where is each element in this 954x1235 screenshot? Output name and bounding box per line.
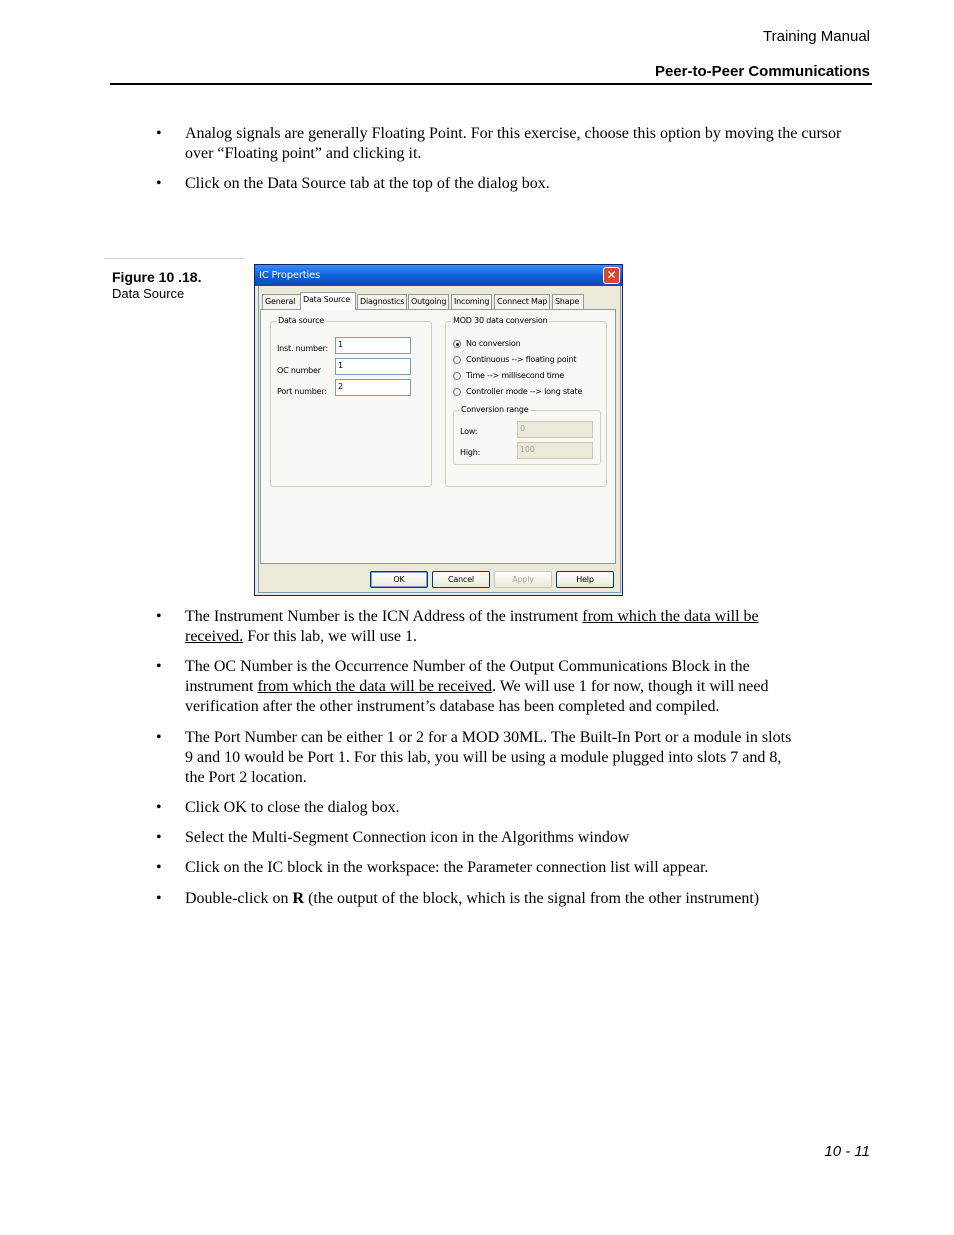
bullet-marker: • — [156, 890, 162, 907]
header-rule — [110, 83, 872, 85]
running-header-section: Peer-to-Peer Communications — [654, 63, 870, 80]
conversion-range-legend: Conversion range — [461, 405, 529, 414]
no-conversion-radio[interactable] — [453, 340, 461, 348]
no-conversion-label[interactable]: No conversion — [466, 339, 521, 348]
tab-data-source[interactable]: Data Source — [300, 292, 356, 310]
figure-rule — [104, 258, 244, 259]
close-icon[interactable]: ✕ — [603, 267, 620, 284]
bullet-text-part: The Port Number can be either 1 or 2 for a MOD 30ML. The Built-In Port or a module in slots — [185, 729, 792, 746]
bullet-marker: • — [156, 799, 162, 816]
ok-button[interactable]: OK — [370, 571, 428, 588]
conversion-legend: MOD 30 data conversion — [453, 316, 548, 325]
inst-number-input[interactable]: 1 — [335, 337, 411, 354]
high-label: High: — [460, 448, 481, 457]
bullet-text: Click on the Data Source tab at the top of the dialog box. — [185, 175, 550, 192]
bullet-marker: • — [156, 829, 162, 846]
help-button[interactable]: Help — [556, 571, 614, 588]
low-label: Low: — [460, 427, 478, 436]
bullet-text-part: The OC Number is the Occurrence Number of the Output Communications Block in the — [185, 658, 750, 675]
time-label[interactable]: Time --> millisecond time — [466, 371, 564, 380]
bullet-text-part: Double-click on — [185, 890, 293, 907]
tab-connect-map[interactable]: Connect Map — [494, 294, 550, 309]
bullet-text: Select the Multi-Segment Connection icon in the Algorithms window — [185, 829, 630, 846]
underlined-text: received. — [185, 628, 244, 645]
oc-number-label: OC number — [277, 366, 321, 375]
port-number-label: Port number: — [277, 387, 327, 396]
bullet-text: Click on the IC block in the workspace: the Parameter connection list will appear. — [185, 859, 709, 876]
bullet-text-part: the Port 2 location. — [185, 769, 307, 786]
page-number: 10 - 11 — [824, 1143, 870, 1160]
continuous-label[interactable]: Continuous --> floating point — [466, 355, 577, 364]
bullet-text-part: (the output of the block, which is the signal from the other instrument) — [304, 890, 760, 907]
bullet-marker: • — [156, 859, 162, 876]
controller-mode-radio[interactable] — [453, 388, 461, 396]
tab-shape[interactable]: Shape — [552, 294, 584, 309]
bullet-text-part: The Instrument Number is the ICN Address of the instrument — [185, 608, 583, 625]
bullet-text — [185, 657, 853, 717]
tab-incoming[interactable]: Incoming — [451, 294, 492, 309]
bullet-text-part: For this lab, we will use 1. — [243, 628, 417, 645]
figure-caption: Data Source — [112, 286, 185, 301]
conversion-group — [445, 316, 607, 487]
tab-panel — [260, 309, 616, 564]
bullet-text-part: 9 and 10 would be Port 1. For this lab, you will be using a module plugged into slots 7 and 8, — [185, 749, 782, 766]
data-source-group — [270, 316, 432, 487]
low-input[interactable]: 0 — [517, 421, 593, 438]
continuous-radio[interactable] — [453, 356, 461, 364]
bullet-marker: • — [156, 729, 162, 746]
figure-label: Figure 10 .18. — [112, 269, 202, 285]
tab-outgoing[interactable]: Outgoing — [408, 294, 449, 309]
cancel-button[interactable]: Cancel — [432, 571, 490, 588]
bullet-text-part: verification after the other instrument’s database has been completed and compiled. — [185, 698, 720, 715]
high-input[interactable]: 100 — [517, 442, 593, 459]
apply-button[interactable]: Apply — [494, 571, 552, 588]
tab-diagnostics[interactable]: Diagnostics — [357, 294, 407, 309]
inst-number-label: Inst. number: — [277, 344, 328, 353]
controller-mode-label[interactable]: Controller mode --> long state — [466, 387, 583, 396]
running-header-title: Training Manual — [763, 28, 870, 45]
port-number-input[interactable]: 2 — [335, 379, 411, 396]
bullet-text-part: instrument — [185, 678, 258, 695]
bullet-text-part: . We will use 1 for now, though it will need — [492, 678, 769, 695]
time-radio[interactable] — [453, 372, 461, 380]
dialog-titlebar[interactable] — [255, 265, 622, 286]
bullet-marker: • — [156, 608, 162, 625]
underlined-text: from which the data will be — [582, 608, 759, 625]
data-source-legend: Data source — [278, 316, 325, 325]
tab-general[interactable]: General — [262, 294, 301, 309]
bullet-text — [185, 607, 853, 647]
underlined-text: from which the data will be received — [257, 678, 493, 695]
bullet-marker: • — [156, 658, 162, 675]
bullet-text: Analog signals are generally Floating Point. For this exercise, choose this option by moving the cursor over “Floating point” and clicking it. — [185, 125, 842, 162]
bold-text: R — [292, 890, 305, 907]
bullet-marker: • — [156, 175, 162, 192]
dialog-title: IC Properties — [259, 270, 321, 281]
bullet-text — [185, 889, 853, 909]
bullet-text — [185, 728, 853, 788]
conversion-range-group — [453, 405, 601, 465]
oc-number-input[interactable]: 1 — [335, 358, 411, 375]
bullet-marker: • — [156, 125, 162, 142]
bullet-text: Click OK to close the dialog box. — [185, 799, 400, 816]
ic-properties-dialog — [254, 264, 623, 596]
